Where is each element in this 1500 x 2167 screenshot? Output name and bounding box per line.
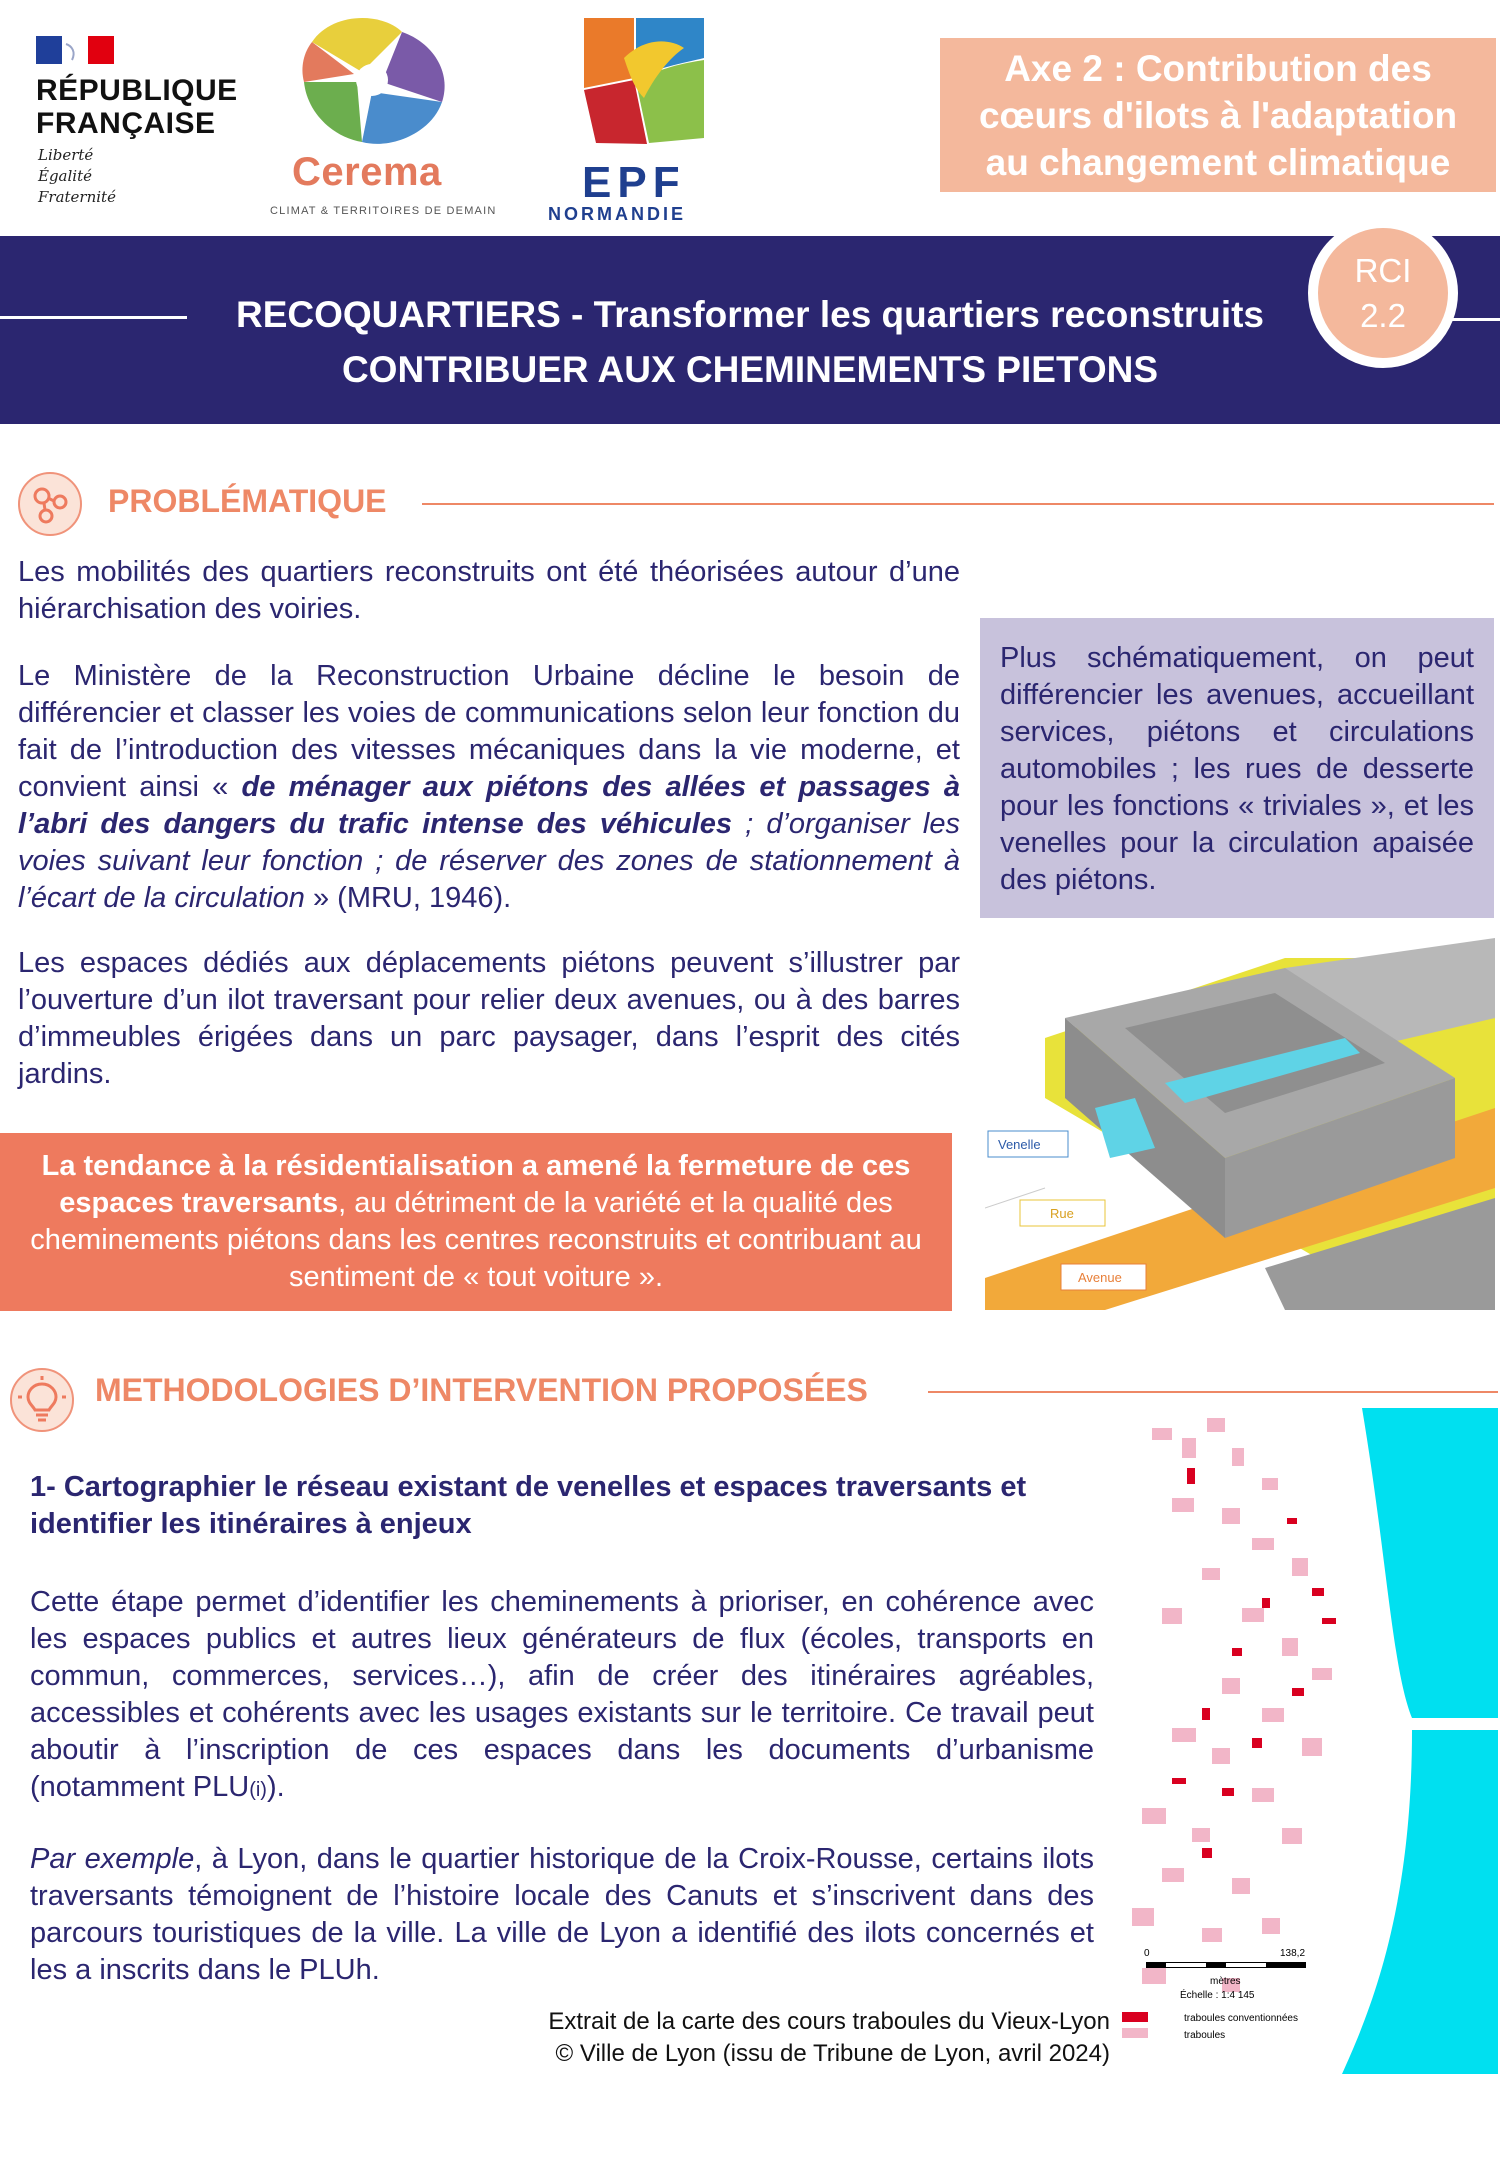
motto-egalite: Égalité [38,167,92,185]
axe-line3: au changement climatique [985,141,1451,183]
methodologies-paragraph-2 [30,1841,1094,1989]
method-p2-italic: Par exemple [30,1843,195,1875]
method-p2-rest: , à Lyon, dans le quartier historique de la Croix-Rousse, certains ilots traversants témoignent de l’histoire locale des Canuts et s’inscrivent dans des parcours touristiques de la ville. La ville de Lyon a identifié des ilots concernés et les a inscrits dans le PLUh. [30,1843,1094,1986]
p2-quote-bold: de ménager aux piétons des allées et passages à l’abri des dangers du trafic intense des véhicules [18,771,960,840]
republique-francaise-logo [36,30,236,210]
page-title-line2: CONTRIBUER AUX CHEMINEMENTS PIETONS [341,349,1159,390]
diagram-label-venelle [988,1131,1068,1157]
problematique-paragraph-1: Les mobilités des quartiers reconstruits ont été théorisées autour d’une hiérarchisation des voiries. [18,556,960,625]
axe-line1: Axe 2 : Contribution des [1004,47,1432,89]
p2-start: Le Ministère de la Reconstruction Urbaine décline le besoin de différencier et classer les voies de communications selon leur fonction du fait de l’introduction des vitesses mécaniques dans la vie moderne, et convient ainsi « [18,660,960,803]
cerema-name: Cerema [292,150,442,194]
step1-title: 1- Cartographier le réseau existant de venelles et espaces traversants et identifier les itinéraires à enjeux [30,1471,1027,1540]
method-p1: Cette étape permet d’identifier les cheminements à prioriser, en cohérence avec les espaces publics et autres lieux générateurs de flux (écoles, transports en commun, commerces, services…), afin de créer des itinéraires agréables, accessibles et cohérents avec les usages existants sur le territoire. Ce travail peut aboutir à l’inscription de ces espaces dans les documents d’urbanisme (notamment PLU [30,1586,1094,1803]
motto-fraternite: Fraternité [38,188,116,206]
epf-normandie: NORMANDIE [548,204,686,224]
map-scale-unit: mètres [1210,1976,1241,1987]
motto-liberte: Liberté [38,146,94,164]
page-title [150,287,1350,397]
republique-line2: FRANÇAISE [36,107,216,140]
republique-line1: RÉPUBLIQUE [36,74,238,107]
diagram-label-rue [1020,1200,1105,1226]
map-caption [480,2006,1110,2070]
section-problematique-title: PROBLÉMATIQUE [108,483,387,519]
svg-text:Avenue: Avenue [1078,1270,1122,1285]
rci-badge [1308,218,1458,368]
marianne-flag-icon [36,30,116,66]
network-icon [18,472,82,536]
rci-badge-line1: RCI [1354,252,1412,289]
epf-name: EPF [582,158,686,207]
section-methodologies-rule [928,1391,1498,1393]
section-problematique-rule [422,503,1494,505]
method-p1-end: ). [266,1771,285,1803]
map-scale-ratio: Échelle : 1:4 145 [1180,1990,1255,2001]
svg-text:0: 0 [1144,1948,1150,1959]
axe-line2: cœurs d'ilots à l'adaptation [978,94,1458,136]
epf-normandie-logo [540,18,740,224]
highlight-rest: , au détriment de la variété et la qualité des cheminements piétons dans les centres reconstruits et contribuant au sentiment de « tout voiture ». [30,1187,922,1293]
p2-end: » (MRU, 1946). [304,882,512,914]
epf-shield-icon [574,18,714,148]
side-note-text: Plus schématiquement, on peut différencier les avenues, accueillant services, piétons et circulations automobiles ; les rues de desserte pour les fonctions « triviales », et les venelles pour la circulation apaisée des piétons. [1000,642,1474,896]
problematique-paragraph-2 [18,658,960,917]
map-legend-conventionnees: traboules conventionnées [1184,2013,1298,2024]
p2-quote-italic: ; d’organiser les voies suivant leur fonction ; de réserver des zones de stationnement à l’écart de la circulation [18,808,960,914]
street-hierarchy-diagram [985,938,1495,1310]
cerema-logo [262,12,497,217]
svg-text:Rue: Rue [1050,1206,1074,1221]
lightbulb-icon [10,1368,74,1432]
highlight-box [0,1133,952,1311]
page-title-line1: RECOQUARTIERS - Transformer les quartiers reconstruits [235,294,1265,335]
section-methodologies-title: METHODOLOGIES D’INTERVENTION PROPOSÉES [95,1372,868,1408]
method-p1-note: (i) [249,1779,267,1801]
cerema-tagline: CLIMAT & TERRITOIRES DE DEMAIN [270,205,497,217]
diagram-label-avenue [1061,1264,1146,1290]
map-caption-line1: Extrait de la carte des cours traboules du Vieux-Lyon [548,2008,1110,2035]
map-scale-max: 138,2 [1280,1948,1306,1959]
banner-rule-right [1448,318,1500,321]
highlight-bold: La tendance à la résidentialisation a amené la fermeture de ces espaces traversants [41,1150,911,1219]
methodologies-paragraph-1 [30,1584,1094,1809]
map-caption-line2: © Ville de Lyon (issu de Tribune de Lyon, avril 2024) [555,2040,1110,2067]
cerema-flower-icon [292,12,462,152]
problematique-paragraph-3: Les espaces dédiés aux déplacements piétons peuvent s’illustrer par l’ouverture d’un ilot traversant pour relier deux avenues, ou à des barres d’immeubles érigées dans un parc paysager, dans l’esprit des cités jardins. [18,947,960,1090]
axe-badge [940,38,1496,192]
traboules-map [1112,1408,1498,2074]
rci-badge-line2: 2.2 [1360,297,1406,334]
map-legend-traboules: traboules [1184,2030,1226,2041]
svg-text:Venelle: Venelle [998,1137,1041,1152]
